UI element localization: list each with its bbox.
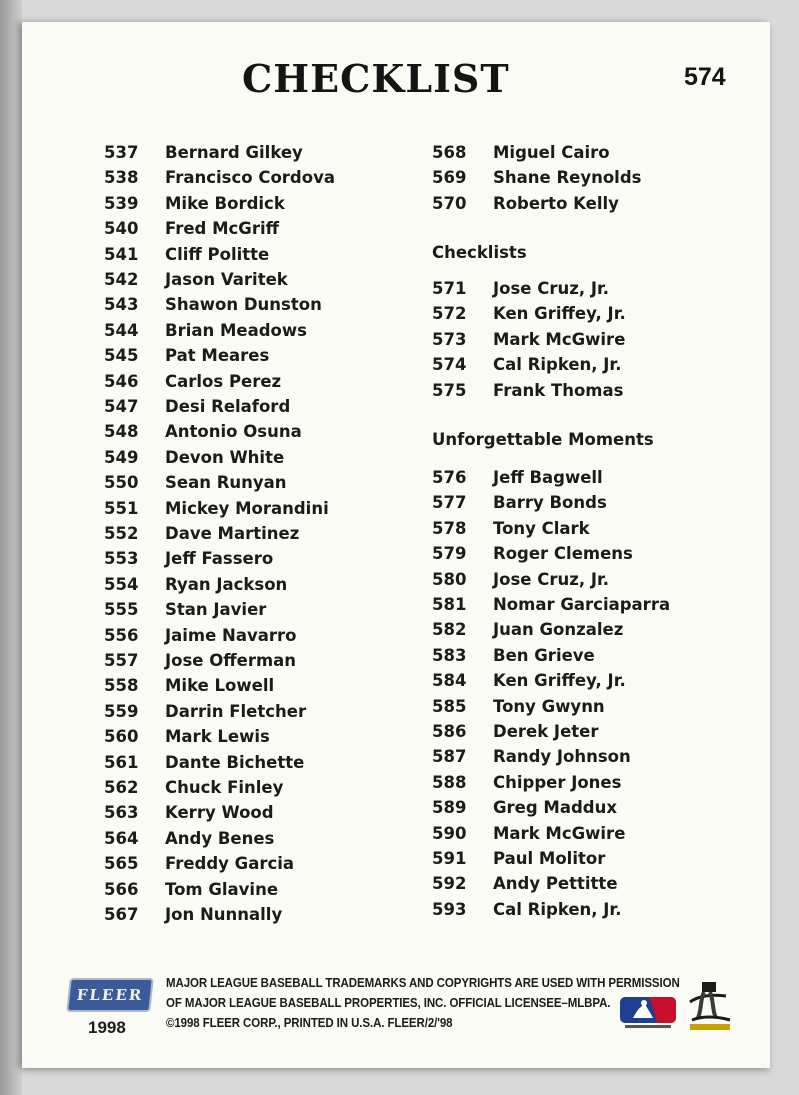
- card-num: 587: [432, 747, 467, 767]
- card-num: 573: [432, 329, 467, 349]
- player-name: Jon Nunnally: [165, 905, 283, 924]
- card-num: 548: [104, 422, 139, 442]
- card-num: 544: [104, 320, 139, 340]
- card-num: 538: [104, 168, 139, 188]
- card-num: 576: [432, 468, 467, 487]
- player-name: Tom Glavine: [165, 879, 279, 899]
- card-num: 582: [432, 620, 467, 640]
- card-num: 581: [432, 595, 467, 614]
- player-name: Cal Ripken, Jr.: [493, 899, 622, 919]
- player-name: Nomar Garciaparra: [493, 595, 671, 614]
- card-num: 553: [104, 549, 139, 569]
- card-num: 592: [432, 874, 467, 894]
- player-name: Frank Thomas: [493, 380, 624, 400]
- player-name: Juan Gonzalez: [493, 620, 624, 640]
- player-name: Jeff Bagwell: [493, 468, 603, 487]
- card-num: 554: [104, 574, 139, 594]
- card-num: 569: [432, 168, 467, 188]
- player-name: Francisco Cordova: [165, 168, 335, 188]
- player-name: Devon White: [165, 447, 285, 467]
- mlbpa-logo-icon: [686, 978, 734, 1034]
- player-name: Shawon Dunston: [165, 295, 322, 315]
- card-num: 566: [104, 879, 139, 899]
- player-name: Tony Gwynn: [493, 696, 605, 716]
- player-name: Tony Clark: [493, 518, 590, 538]
- player-name: Jose Offerman: [165, 651, 297, 670]
- card-num: 564: [104, 828, 139, 848]
- card-num: 586: [432, 722, 467, 741]
- card-num: 591: [432, 849, 467, 868]
- player-name: Roger Clemens: [493, 544, 633, 564]
- card-num: 551: [104, 498, 139, 518]
- card-num: 583: [432, 645, 467, 665]
- card-num: 543: [104, 295, 139, 315]
- player-name: Sean Runyan: [165, 473, 287, 493]
- player-name: Ken Griffey, Jr.: [493, 304, 626, 324]
- card-num: 588: [432, 772, 467, 792]
- card-num: 590: [432, 823, 467, 843]
- player-name: Desi Relaford: [165, 397, 291, 416]
- year-label: 1998: [88, 1018, 126, 1037]
- player-name: Kerry Wood: [165, 803, 274, 823]
- card-num: 593: [432, 899, 467, 919]
- player-name: Miguel Cairo: [493, 143, 610, 162]
- card-num: 572: [432, 304, 467, 324]
- card-num: 539: [104, 193, 139, 213]
- card-num: 556: [104, 625, 139, 645]
- card-edge-shadow: [0, 0, 22, 1095]
- player-name: Dave Martinez: [165, 524, 300, 543]
- card-num: 542: [104, 270, 139, 289]
- card-num: 552: [104, 524, 139, 543]
- card-num: 557: [104, 651, 139, 670]
- player-name: Ben Grieve: [493, 645, 595, 665]
- player-name: Chuck Finley: [165, 778, 284, 797]
- page-title: CHECKLIST: [242, 56, 510, 101]
- player-name: Carlos Perez: [165, 371, 282, 391]
- player-name: Mark McGwire: [493, 823, 626, 843]
- card-num: 567: [104, 905, 139, 924]
- mlb-logo-icon: [619, 996, 677, 1030]
- player-name: Mark Lewis: [165, 727, 270, 747]
- card-num: 545: [104, 346, 139, 366]
- player-name: Jason Varitek: [165, 270, 288, 289]
- player-name: Derek Jeter: [493, 722, 599, 741]
- card-num: 579: [432, 544, 467, 564]
- player-name: Greg Maddux: [493, 798, 617, 818]
- player-name: Fred McGriff: [165, 219, 280, 239]
- card-num: 537: [104, 143, 139, 162]
- fleer-logo: FLEER: [66, 978, 154, 1012]
- card-num: 549: [104, 447, 139, 467]
- card-num: 578: [432, 518, 467, 538]
- card-num: 565: [104, 854, 139, 874]
- card-num: 570: [432, 193, 467, 213]
- card-num: 575: [432, 380, 467, 400]
- player-name: Andy Benes: [165, 828, 275, 848]
- player-name: Jaime Navarro: [165, 625, 297, 645]
- card-num: 574: [432, 355, 467, 375]
- legal-line-2: OF MAJOR LEAGUE BASEBALL PROPERTIES, INC. OFFICIAL LICENSEE–MLBPA.: [166, 996, 611, 1010]
- card-number: 574: [684, 63, 726, 91]
- card-num: 562: [104, 778, 139, 797]
- player-name: Cal Ripken, Jr.: [493, 355, 622, 375]
- player-name: Pat Meares: [165, 346, 270, 366]
- card-num: 580: [432, 569, 467, 589]
- player-name: Ryan Jackson: [165, 574, 288, 594]
- card-num: 555: [104, 600, 139, 620]
- unforgettable-moments-heading: Unforgettable Moments: [432, 430, 654, 449]
- card-num: 584: [432, 671, 467, 691]
- player-name: Cliff Politte: [165, 244, 270, 264]
- legal-line-3: ©1998 FLEER CORP., PRINTED IN U.S.A. FLEER/2/'98: [166, 1016, 453, 1030]
- card-num: 541: [104, 244, 139, 264]
- card-num: 558: [104, 676, 139, 696]
- player-name: Chipper Jones: [493, 772, 622, 792]
- card-num: 563: [104, 803, 139, 823]
- card-num: 561: [104, 752, 139, 772]
- player-name: Roberto Kelly: [493, 193, 619, 213]
- card-num: 547: [104, 397, 139, 416]
- player-name: Ken Griffey, Jr.: [493, 671, 626, 691]
- player-name: Darrin Fletcher: [165, 701, 307, 721]
- card-num: 560: [104, 727, 139, 747]
- player-name: Freddy Garcia: [165, 854, 295, 874]
- player-name: Brian Meadows: [165, 320, 307, 340]
- player-name: Barry Bonds: [493, 493, 607, 513]
- player-name: Paul Molitor: [493, 849, 606, 868]
- player-name: Mike Lowell: [165, 676, 275, 696]
- player-name: Shane Reynolds: [493, 168, 642, 188]
- card-num: 589: [432, 798, 467, 818]
- player-name: Jeff Fassero: [165, 549, 274, 569]
- player-name: Mike Bordick: [165, 193, 285, 213]
- card-num: 577: [432, 493, 467, 513]
- player-name: Mickey Morandini: [165, 498, 329, 518]
- player-name: Mark McGwire: [493, 329, 626, 349]
- card-num: 559: [104, 701, 139, 721]
- card-num: 585: [432, 696, 467, 716]
- card-num: 546: [104, 371, 139, 391]
- checklists-heading: Checklists: [432, 243, 527, 262]
- player-name: Randy Johnson: [493, 747, 631, 767]
- legal-line-1: MAJOR LEAGUE BASEBALL TRADEMARKS AND COPYRIGHTS ARE USED WITH PERMISSION: [166, 976, 680, 990]
- player-name: Dante Bichette: [165, 752, 305, 772]
- card-num: 540: [104, 219, 139, 239]
- player-name: Jose Cruz, Jr.: [493, 279, 610, 298]
- player-name: Stan Javier: [165, 600, 267, 620]
- card-num: 571: [432, 279, 467, 298]
- player-name: Antonio Osuna: [165, 422, 302, 442]
- player-name: Jose Cruz, Jr.: [493, 569, 610, 589]
- player-name: Andy Pettitte: [493, 874, 618, 894]
- player-name: Bernard Gilkey: [165, 143, 303, 162]
- card-num: 550: [104, 473, 139, 493]
- card-num: 568: [432, 143, 467, 162]
